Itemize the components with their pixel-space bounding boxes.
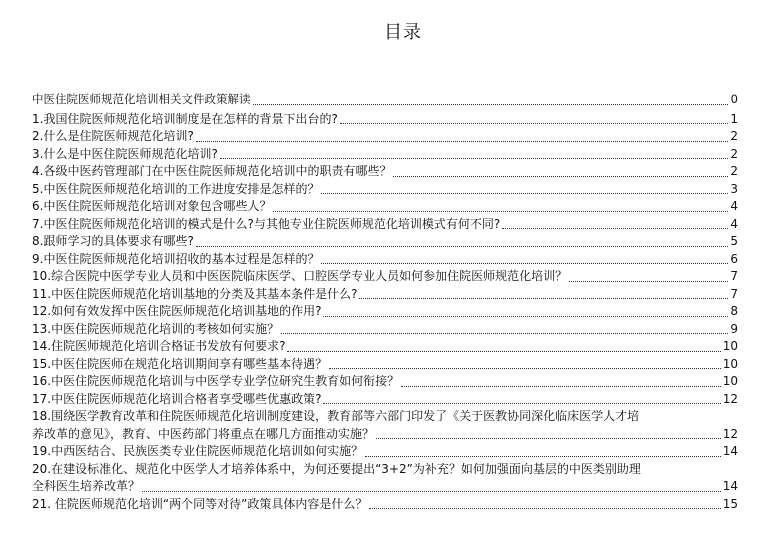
toc-page-number: 2 xyxy=(730,164,738,178)
toc-leader-dots xyxy=(340,123,728,124)
toc-page-number: 5 xyxy=(730,234,738,248)
toc-page-number: 12 xyxy=(722,391,738,406)
toc-entry-text: 11.中医住院医师规范化培训基地的分类及其基本条件是什么? xyxy=(32,286,358,301)
table-of-contents xyxy=(32,91,738,513)
toc-leader-dots xyxy=(287,351,720,352)
toc-entry[interactable] xyxy=(32,111,738,129)
toc-entry[interactable] xyxy=(32,356,738,374)
toc-leader-dots xyxy=(253,104,729,105)
toc-page-number: 7 xyxy=(730,269,738,283)
toc-leader-dots xyxy=(321,263,728,264)
toc-entry[interactable] xyxy=(32,251,738,269)
toc-entry-text: 8.跟师学习的具体要求有哪些? xyxy=(32,234,194,248)
toc-entry-text: 9.中医住院医师规范化培训招收的基本过程是怎样的？ xyxy=(32,251,320,266)
toc-page-number: 12 xyxy=(722,426,738,441)
toc-entry-text: 4.各级中医药管理部门在中医住院医师规范化培训中的职责有哪些？ xyxy=(32,164,392,178)
toc-page-number: 2 xyxy=(730,146,738,161)
toc-entry[interactable] xyxy=(32,338,738,356)
toc-entry-text-line2: 养改革的意见》，教育、中医药部门将重点在哪几方面推动实施？ xyxy=(32,426,375,441)
toc-page-number: 7 xyxy=(730,286,738,301)
toc-page-number: 15 xyxy=(722,496,738,511)
toc-leader-dots xyxy=(281,333,728,334)
toc-entry-text: 21. 住院医师规范化培训“两个同等对待”政策具体内容是什么？ xyxy=(32,496,368,511)
toc-entry[interactable] xyxy=(32,268,738,286)
toc-leader-dots xyxy=(196,246,728,247)
toc-page-number: 2 xyxy=(730,129,738,143)
toc-entry-text-line1: 20.在建设标准化、规范化中医学人才培养体系中，为何还要提出“3+2”为补充？如何加强面向基层的中医类别助理 xyxy=(32,461,641,476)
toc-leader-dots xyxy=(323,316,728,317)
toc-leader-dots xyxy=(329,368,721,369)
toc-leader-dots xyxy=(273,211,728,212)
toc-entry-text: 1.我国住院医师规范化培训制度是在怎样的背景下出台的? xyxy=(32,111,338,126)
toc-entry[interactable] xyxy=(32,128,738,146)
toc-leader-dots xyxy=(502,228,728,229)
toc-leader-dots xyxy=(401,386,721,387)
toc-page-number: 6 xyxy=(730,251,738,266)
toc-page-number: 0 xyxy=(730,92,738,106)
toc-entry[interactable] xyxy=(32,163,738,181)
toc-entry-text-line1: 18.围绕医学教育改革和住院医师规范化培训制度建设，教育部等六部门印发了《关于医教协同深化临床医学人才培 xyxy=(32,409,640,423)
toc-entry[interactable] xyxy=(32,443,738,461)
page-title: 目录 xyxy=(384,22,422,43)
toc-entry-text: 12.如何有效发挥中医住院医师规范化培训基地的作用? xyxy=(32,304,322,318)
toc-entry[interactable] xyxy=(32,391,738,409)
toc-leader-dots xyxy=(196,141,728,142)
toc-leader-dots xyxy=(323,403,720,404)
toc-entry-text: 19.中西医结合、民族医类专业住院医师规范化培训如何实施？ xyxy=(32,444,364,458)
toc-entry[interactable] xyxy=(32,286,738,304)
toc-leader-dots xyxy=(569,281,728,282)
toc-entry[interactable] xyxy=(32,496,738,514)
toc-entry[interactable] xyxy=(32,146,738,164)
toc-page-number: 10 xyxy=(722,356,738,371)
toc-entry-text: 17.中医住院医师规范化培训合格者享受哪些优惠政策? xyxy=(32,391,322,406)
toc-entry-text: 14.住院医师规范化培训合格证书发放有何要求? xyxy=(32,339,286,353)
toc-entry[interactable] xyxy=(32,198,738,216)
toc-page-number: 4 xyxy=(730,216,738,231)
toc-page-number: 14 xyxy=(722,444,738,458)
toc-entry[interactable] xyxy=(32,303,738,321)
toc-entry-text: 5.中医住院医师规范化培训的工作进度安排是怎样的？ xyxy=(32,181,320,196)
toc-entry-heading[interactable] xyxy=(32,91,738,109)
toc-page-number: 3 xyxy=(730,181,738,196)
toc-page-number: 1 xyxy=(730,111,738,126)
toc-entry[interactable] xyxy=(32,461,738,496)
toc-page-number: 10 xyxy=(722,374,738,388)
toc-page-number: 10 xyxy=(722,339,738,353)
toc-entry-text: 15.中医住院医师在规范化培训期间享有哪些基本待遇？ xyxy=(32,356,328,371)
toc-entry[interactable] xyxy=(32,181,738,199)
toc-entry-text: 13.中医住院医师规范化培训的考核如何实施？ xyxy=(32,321,280,336)
toc-leader-dots xyxy=(220,158,728,159)
toc-entry[interactable] xyxy=(32,408,738,443)
toc-entry[interactable] xyxy=(32,321,738,339)
toc-entry[interactable] xyxy=(32,233,738,251)
toc-page-number: 4 xyxy=(730,199,738,213)
toc-leader-dots xyxy=(142,491,721,492)
toc-leader-dots xyxy=(321,193,728,194)
toc-entry-text-line2: 全科医生培养改革？ xyxy=(32,479,141,493)
toc-leader-dots xyxy=(393,176,728,177)
toc-entry-text: 7.中医住院医师规范化培训的模式是什么?与其他专业住院医师规范化培训模式有何不同? xyxy=(32,216,501,231)
toc-page-number: 8 xyxy=(730,304,738,318)
toc-entry[interactable] xyxy=(32,373,738,391)
toc-leader-dots xyxy=(376,438,721,439)
toc-entry-text: 16.中医住院医师规范化培训与中医学专业学位研究生教育如何衔接？ xyxy=(32,374,400,388)
toc-page-number: 14 xyxy=(722,479,738,493)
toc-entry-text: 3.什么是中医住院医师规范化培训? xyxy=(32,146,218,161)
toc-leader-dots xyxy=(359,298,728,299)
toc-entry-text: 2.什么是住院医师规范化培训? xyxy=(32,129,194,143)
toc-page-number: 9 xyxy=(730,321,738,336)
toc-entry-text: 中医住院医师规范化培训相关文件政策解读 xyxy=(32,92,251,106)
toc-entry[interactable] xyxy=(32,216,738,234)
toc-entry-text: 10.综合医院中医学专业人员和中医医院临床医学、口腔医学专业人员如何参加住院医师规范化培训？ xyxy=(32,269,568,283)
toc-leader-dots xyxy=(365,456,721,457)
toc-entry-text: 6.中医住院医师规范化培训对象包含哪些人？ xyxy=(32,199,272,213)
toc-leader-dots xyxy=(369,508,720,509)
